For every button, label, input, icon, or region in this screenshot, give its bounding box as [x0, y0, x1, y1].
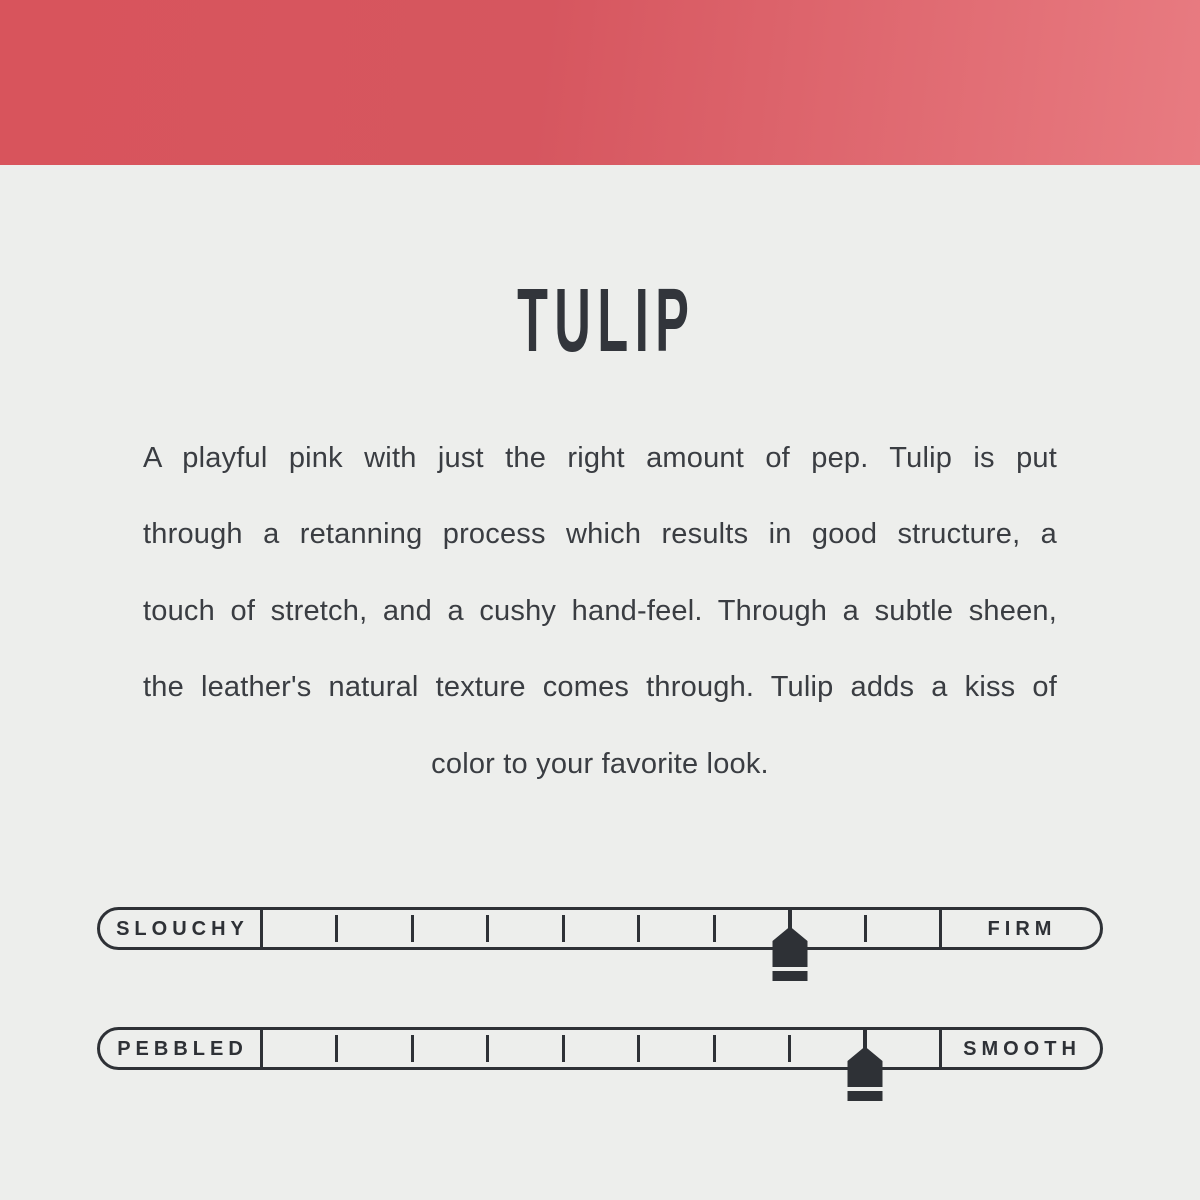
color-swatch-banner [0, 0, 1200, 165]
tick-mark [562, 1035, 565, 1062]
slider-right-label: FIRM [987, 918, 1057, 940]
structure-scale-slider [97, 907, 1103, 950]
tick-mark [411, 915, 414, 942]
tick-mark [788, 1035, 791, 1062]
label-divider [260, 1030, 263, 1067]
product-description [143, 420, 1057, 802]
product-color-name: TULIP [516, 271, 696, 371]
tick-mark [486, 1035, 489, 1062]
tick-mark [411, 1035, 414, 1062]
description-line: touch of stretch, and a cushy hand-feel. Through a subtle sheen, [143, 594, 1057, 627]
tick-mark [486, 915, 489, 942]
slider-left-label: PEBBLED [117, 1038, 248, 1060]
tick-mark [713, 1035, 716, 1062]
tick-mark [335, 915, 338, 942]
texture-scale-slider [97, 1027, 1103, 1070]
slider-marker-handle[interactable] [771, 910, 809, 982]
tick-mark [562, 915, 565, 942]
description-line: A playful pink with just the right amount of pep. Tulip is put [143, 442, 1057, 474]
tick-mark [637, 915, 640, 942]
tick-mark [864, 915, 867, 942]
slider-right-label: SMOOTH [963, 1038, 1081, 1060]
label-divider [260, 910, 263, 947]
description-line: color to your favorite look. [431, 747, 769, 780]
slider-marker-handle[interactable] [846, 1030, 884, 1102]
slider-left-label: SLOUCHY [116, 918, 249, 940]
description-line: the leather's natural texture comes through. Tulip adds a kiss of [143, 671, 1057, 704]
tick-mark [713, 915, 716, 942]
page-title [0, 271, 1200, 371]
tick-mark [637, 1035, 640, 1062]
tick-mark [335, 1035, 338, 1062]
description-line: through a retanning process which results in good structure, a [143, 518, 1057, 551]
